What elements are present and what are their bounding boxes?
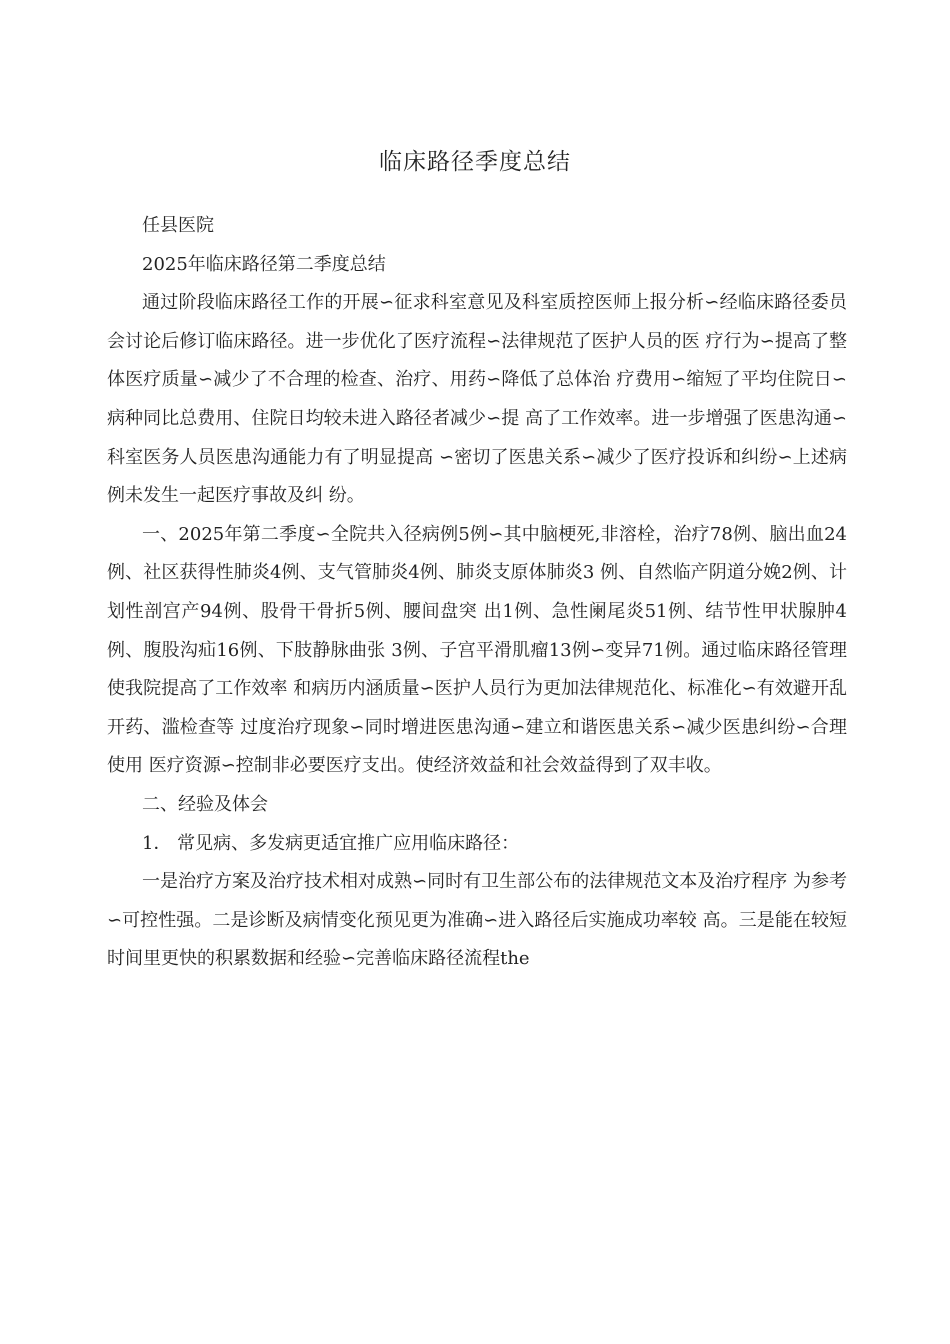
hospital-name: 任县医院 — [142, 215, 214, 236]
section-one-paragraph: 一、2025年第二季度∽全院共入径病例5例∽其中脑梗死,非溶栓，治疗78例、脑出血24例、社区获得性肺炎4例、支气管肺炎4例、肺炎支原体肺炎3 例、自然临产阴道分娩2例、计划性剖宫产94例、股骨干骨折5例、腰间盘突 出1例、急性阑尾炎51例、结节性甲状腺肿4例、腹股沟疝16例、下肢静脉曲张 3例、子宫平滑肌瘤13例∽变异71例。通过临床路径管理使我院提高了工作效率 和病历内涵质量∽医护人员行为更加法律规范化、标准化∽有效避开乱开药、滥检查等 过度治疗现象∽同时增进医患沟通∽建立和谐医患关系∽减少医患纠纷∽合理使用 医疗资源∽控制非必要医疗支出。使经济效益和社会效益得到了双丰收。 — [107, 523, 847, 777]
subsection-one-paragraph: 一是治疗方案及治疗技术相对成熟∽同时有卫生部公布的法律规范文本及治疗程序 为参考∽可控性强。二是诊断及病情变化预见更为准确∽进入路径后实施成功率较 高。三是能在较短时间里更快的积累数据和经验∽完善临床路径流程the — [107, 871, 847, 970]
subsection-one-heading: 1． 常见病、多发病更适宜推广应用临床路径： — [142, 832, 520, 854]
document-body — [107, 207, 847, 979]
document-title: 临床路径季度总结 — [379, 149, 571, 175]
section-two-heading: 二、经验及体会 — [142, 793, 268, 815]
intro-paragraph: 通过阶段临床路径工作的开展∽征求科室意见及科室质控医师上报分析∽经临床路径委员会讨论后修订临床路径。进一步优化了医疗流程∽法律规范了医护人员的医 疗行为∽提高了整体医疗质量∽减少了不合理的检查、治疗、用药∽降低了总体治 疗费用∽缩短了平均住院日∽病种同比总费用、住院日均较未进入路径者减少∽提 高了工作效率。进一步增强了医患沟通∽科室医务人员医患沟通能力有了明显提高 ∽密切了医患关系∽减少了医疗投诉和纠纷∽上述病例未发生一起医疗事故及纠 纷。 — [107, 292, 847, 507]
report-subtitle: 2025年临床路径第二季度总结 — [142, 253, 386, 275]
